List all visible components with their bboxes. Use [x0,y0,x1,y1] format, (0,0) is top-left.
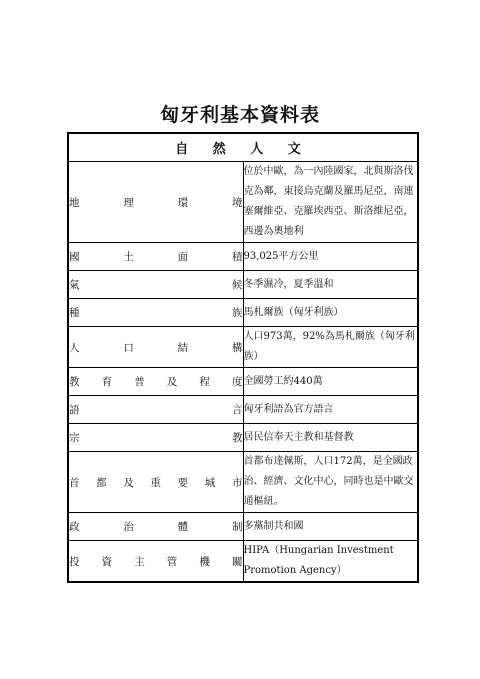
row-label: 投資主管機關 [68,541,243,583]
row-label: 氣候 [68,271,243,299]
row-value: 位於中歐，為一內陸國家，北與斯洛伐克為鄰，東接烏克蘭及羅馬尼亞，南連塞爾維亞、克羅埃西亞、斯洛維尼亞，西邊為奧地利 [243,162,418,243]
table-row [68,162,418,243]
row-value: 93,025平方公里 [243,243,418,271]
table-row [68,513,418,541]
table-row [68,396,418,424]
row-value: 全國勞工約440萬 [243,368,418,396]
row-label: 政治體制 [68,513,243,541]
row-value: 多黨制共和國 [243,513,418,541]
row-label: 種族 [68,299,243,327]
row-label: 人口結構 [68,327,243,368]
row-value: 首都布達佩斯，人口172萬，是全國政治、經濟、文化中心，同時也是中歐交通樞紐。 [243,452,418,513]
row-label: 語言 [68,396,243,424]
row-label: 首都及重要城市 [68,452,243,513]
row-label: 教育普及程度 [68,368,243,396]
row-label: 國土面積 [68,243,243,271]
table-row [68,271,418,299]
table-row [68,368,418,396]
page-title: 匈牙利基本資料表 [159,104,320,126]
table-row [68,327,418,368]
section-header: 自 然 人 文 [68,133,418,162]
table-row [68,424,418,452]
row-label: 地理環境 [68,162,243,243]
row-value: 冬季濕冷，夏季溫和 [243,271,418,299]
table-row [68,541,418,583]
row-label: 宗教 [68,424,243,452]
row-value: 馬札爾族（匈牙利族） [243,299,418,327]
row-value: 居民信奉天主教和基督教 [243,424,418,452]
row-value: 匈牙利語為官方語言 [243,396,418,424]
table-row [68,243,418,271]
info-table [67,132,419,583]
table-row [68,299,418,327]
table-row [68,452,418,513]
row-value: HIPA（Hungarian Investment Promotion Agency） [243,541,418,583]
row-value: 人口973萬，92%為馬札爾族（匈牙利族） [243,327,418,368]
header-row [68,133,418,162]
